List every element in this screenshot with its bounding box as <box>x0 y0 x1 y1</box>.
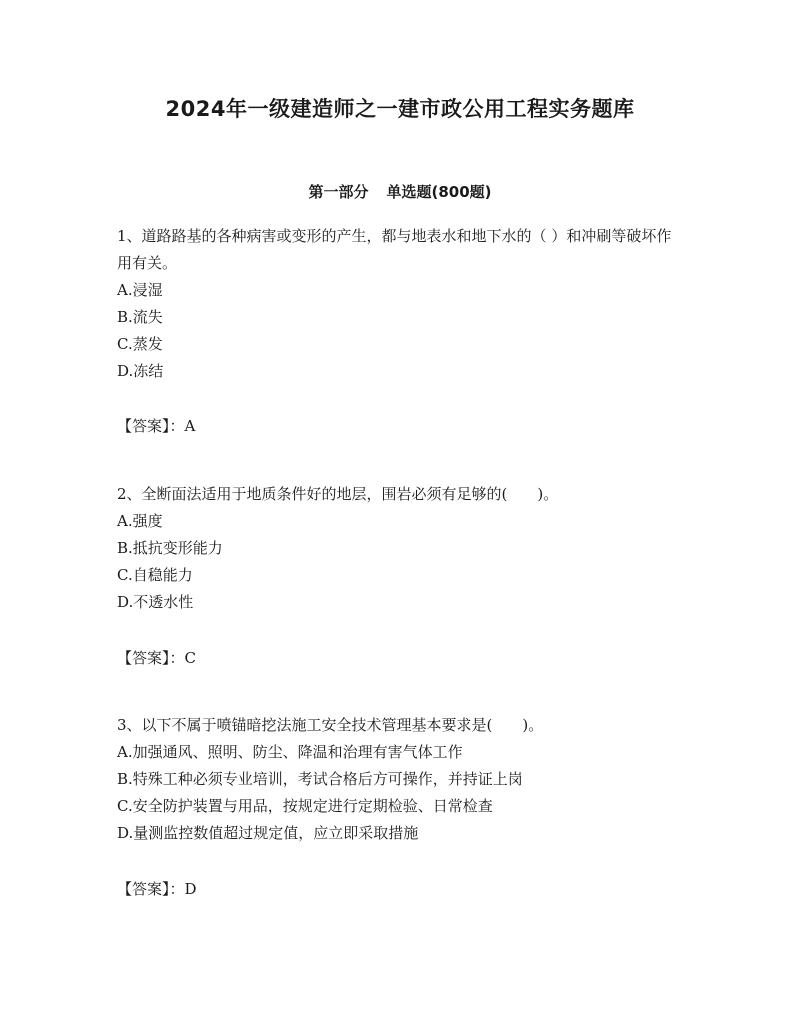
option-a: A.强度 <box>117 512 163 530</box>
answer-value: C <box>184 649 196 667</box>
answer-label: 【答案】： <box>117 880 185 898</box>
question-stem: 3、以下不属于喷锚暗挖法施工安全技术管理基本要求是( )。 <box>117 716 544 734</box>
option-b: B.流失 <box>117 308 163 326</box>
option-a: A.加强通风、照明、防尘、降温和治理有害气体工作 <box>117 743 463 761</box>
question-stem: 2、全断面法适用于地质条件好的地层，围岩必须有足够的( )。 <box>117 485 559 503</box>
option-b: B.抵抗变形能力 <box>117 539 223 557</box>
section-part-label: 第一部分 <box>308 183 369 201</box>
option-c: C.自稳能力 <box>117 566 193 584</box>
option-c: C.安全防护装置与用品，按规定进行定期检验、日常检查 <box>117 797 493 815</box>
question-1 <box>117 223 677 385</box>
option-d: D.不透水性 <box>117 593 194 611</box>
document-title: 2024年一级建造师之一建市政公用工程实务题库 <box>165 97 635 121</box>
answer-line-3 <box>117 876 197 903</box>
option-a: A.浸湿 <box>117 281 163 299</box>
option-d: D.量测监控数值超过规定值，应立即采取措施 <box>117 824 419 842</box>
question-stem: 1、道路路基的各种病害或变形的产生，都与地表水和地下水的（ ）和冲刷等破坏作用有关。 <box>117 227 672 272</box>
answer-value: D <box>184 880 197 898</box>
answer-line-2 <box>117 645 196 672</box>
answer-line-1 <box>117 413 195 440</box>
question-3 <box>117 712 677 847</box>
section-type-label: 单选题(800题) <box>386 183 492 201</box>
option-b: B.特殊工种必须专业培训，考试合格后方可操作，并持证上岗 <box>117 770 523 788</box>
answer-label: 【答案】： <box>117 649 185 667</box>
question-2 <box>117 481 677 616</box>
section-heading <box>0 180 800 204</box>
option-d: D.冻结 <box>117 362 164 380</box>
answer-label: 【答案】： <box>117 417 185 435</box>
option-c: C.蒸发 <box>117 335 163 353</box>
answer-value: A <box>184 417 196 435</box>
